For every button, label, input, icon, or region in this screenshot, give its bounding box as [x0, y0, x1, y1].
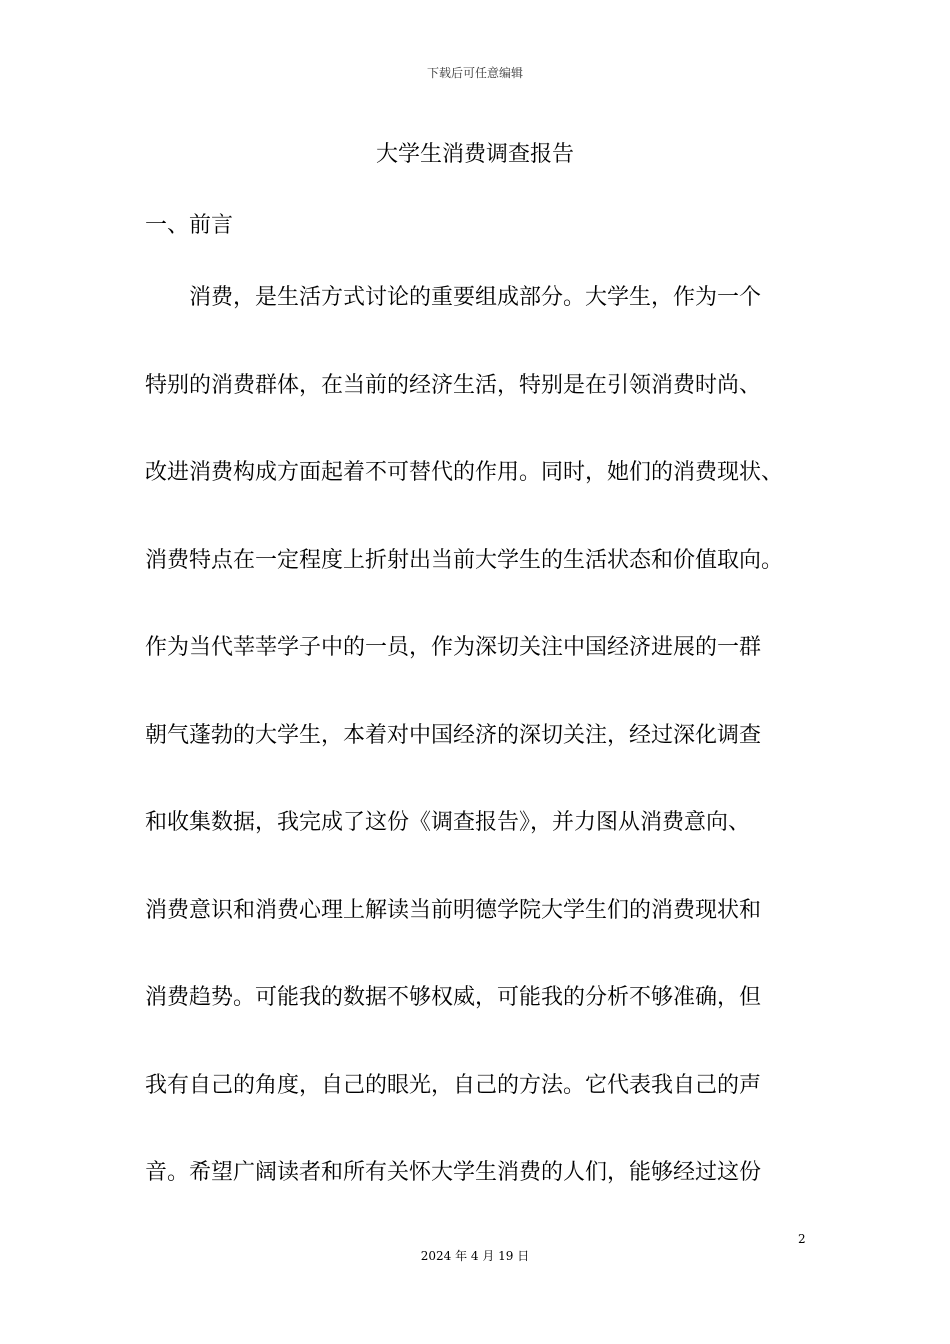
- body-line: 朝气蓬勃的大学生，本着对中国经济的深切关注，经过深化调查: [145, 722, 762, 748]
- section-heading: 一、前言: [145, 213, 234, 238]
- header-note: 下载后可任意编辑: [426, 66, 523, 80]
- body-line: 消费趋势。可能我的数据不够权威，可能我的分析不够准确，但: [145, 985, 762, 1010]
- body-line: 消费意识和消费心理上解读当前明德学院大学生们的消费现状和: [145, 897, 762, 923]
- body-line: 音。希望广阔读者和所有关怀大学生消费的人们，能够经过这份: [145, 1160, 762, 1185]
- page-number: 2: [798, 1232, 806, 1246]
- body-line: 特别的消费群体，在当前的经济生活，特别是在引领消费时尚、: [145, 372, 762, 398]
- body-line: 和收集数据，我完成了这份《调查报告》，并力图从消费意向、: [145, 810, 751, 835]
- body-line: 我有自己的角度，自己的眼光，自己的方法。它代表我自己的声: [145, 1072, 762, 1098]
- document-title: 大学生消费调查报告: [375, 142, 574, 167]
- footer-date: 2024 年 4 月 19 日: [420, 1249, 530, 1263]
- body-text: [145, 280, 825, 1243]
- body-line: 作为当代莘莘学子中的一员，作为深切关注中国经济进展的一群: [145, 635, 762, 660]
- body-line: 改进消费构成方面起着不可替代的作用。同时，她们的消费现状、: [145, 460, 784, 485]
- body-line: 消费，是生活方式讨论的重要组成部分。大学生，作为一个: [189, 285, 762, 310]
- body-line: 消费特点在一定程度上折射出当前大学生的生活状态和价值取向。: [145, 547, 784, 573]
